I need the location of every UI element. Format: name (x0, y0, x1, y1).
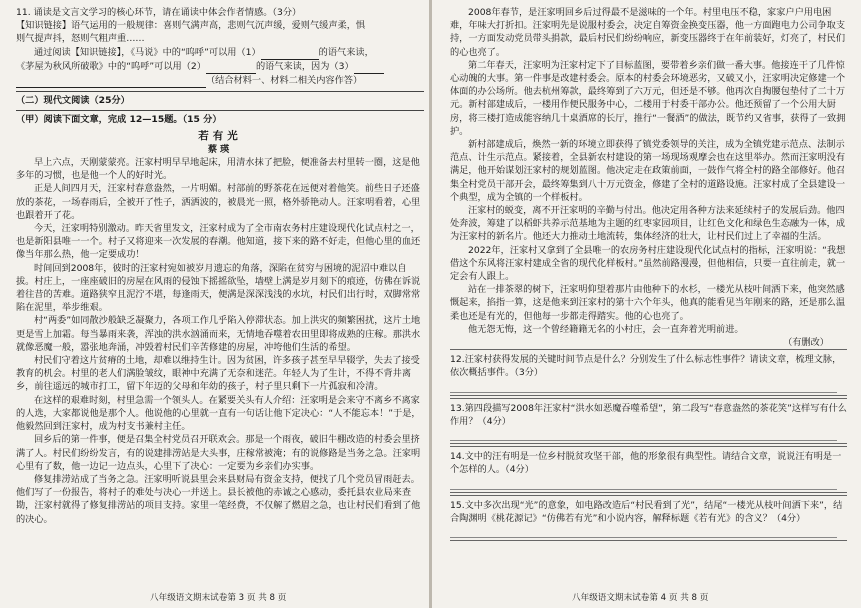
q11-line1: 11. 诵读是文言文学习的核心环节，请在诵读中体会作者情感。（3分） (16, 7, 302, 18)
q11-line5 (16, 60, 424, 74)
article-paragraph: 新村部建成后，焕然一新的环境立即获得了镇党委领导的关注，成为全镇党建示范点、法制示范点、计生示范点。紧接着，全县新农村建设的第一场现场观摩会也在这里举办。然而汪家明没有满足，他开始谋划汪家村的规划蓝图。他决定走在政策前面，一鼓作气将全村的路全部修好。他召集全村党员干部开会，最终筹集到八十万元资金，修建了全村的道路设施。汪家村成了全县建设一个典型，成为全镇的一个样板村。 (450, 139, 846, 203)
q11-blank-4[interactable] (16, 74, 206, 88)
q11-blank-2[interactable] (206, 60, 256, 74)
exam-page-left (0, 0, 430, 608)
divider (16, 110, 424, 111)
article-paragraph: 村民们守着这片贫瘠的土地，却难以维持生计。因为贫困，许多孩子甚至早早辍学，失去了接受教育的机会。村里的老人们满脸皱纹，眼神中充满了无奈和迷茫。年轻人为了生计，不得不背井离乡，前往遥远的城市打工，留下年迈的父母和年幼的孩子，村子里只剩下一片孤寂和冷清。 (16, 355, 420, 393)
article-paragraph: 回乡后的第一件事，便是召集全村党员召开联欢会。那是一个雨夜，破旧牛棚改造的村委会里挤满了人。村民们纷纷发言，有的说建排涝站是大头事，庄稼常被淹；有的说修路是当务之急。汪家明心里有了数，他一边记一边点头，心里下了决心：一定要为乡亲们办实事。 (16, 434, 421, 472)
question-14 (450, 446, 847, 492)
question-15-text: 15.文中多次出现“光”的意象，如电路改造后“村民看到了光”，结尾“一楼光从枝叶间洒下来”，结合陶渊明《桃花源记》“仿佛若有光”和小说内容，解释标题《若有光》的含义？（4分） (450, 499, 843, 524)
section-title: （二）现代文阅读（25分） (16, 95, 130, 107)
article-paragraph: 今天，汪家明特别激动。昨天省里发文，汪家村成为了全市南农务村庄建设现代化试点村之一，也是新阳县唯一一个。村子又将迎来一次发展的春潮。他知道，接下来的路不好走，但他心里的血还像当年那么热，他一定要成功！ (16, 223, 421, 261)
q11-blank-3[interactable] (354, 60, 384, 74)
article-paragraph: 早上六点，天刚蒙蒙亮。汪家村明早早地起床，用清水抹了把脸，便准备去村里转一圈，这是他多年的习惯，也是他一个人的好时光。 (16, 157, 420, 182)
q11-line5-a: 《茅屋为秋风所破歌》中的“呜呼”可以用（2） (16, 60, 206, 72)
answer-line[interactable] (450, 477, 837, 490)
article-paragraph: 他无怨无悔，这一个曾经籍籍无名的小村庄，会一直奔着光明前进。 (468, 323, 744, 335)
q11-line4-b: 的语气来读， (318, 46, 374, 58)
exam-page-right (432, 0, 861, 608)
divider (16, 91, 424, 92)
article-paragraph: 2008年春节，是汪家明回乡后过得最不是滋味的一个年。村里电压不稳，家家户户用电困难，年味大打折扣。汪家明先是说服村委会，决定自筹资金换变压器，他一方面跑电力公司争取支持，一方面发动党员带头捐款，最后村民们纷纷响应，新变压器终于在年前装好，灯亮了，村民们的心也亮了。 (450, 7, 846, 58)
answer-line[interactable] (450, 380, 837, 393)
q11-line3: 则气提声抖，怒则气粗声重…… (16, 33, 145, 45)
article-paragraph: 正是人间四月天，汪家村春意盎然，一片明媚。村部前的野茶花在远便对着他笑。前些日子还盛放的茶花，一场春雨后，全被开了性子，洒洒波的，被晨光一照，格外骄艳动人。汪家明看着，心里也跟着开了花。 (16, 183, 421, 221)
answer-line[interactable] (450, 428, 837, 441)
article-paragraph: 时间回到2008年，彼时的汪家村宛如被岁月遗忘的角落，深陷在贫穷与困境的泥沼中难以自拔。村庄上，一座座破旧的房屋在风雨的侵蚀下摇摇欲坠，墙壁上满是岁月刻下的痕迹，仿佛在诉说着往昔的苦难。道路狭窄且泥泞不堪，每逢雨天，便满是深深浅浅的水坑，村民们出行时，双脚常常陷在泥里，举步维艰。 (16, 262, 421, 314)
q11-line2: 【知识链接】语气运用的一般规律：喜则气满声高，悲则气沉声缓，爱则气缓声柔，惧 (16, 20, 366, 32)
question-14-text: 14.文中的汪有明是一位乡村脱贫攻坚干部，他的形象很有典型性。请结合文章，说说汪有明是一个怎样的人。（4分） (450, 451, 842, 476)
question-12 (450, 349, 847, 395)
article-paragraph: 在这样的艰难时刻，村里急需一个领头人。在紧要关头有人介绍：汪家明是会来守不离乡不离家的人选，大家都说他是那个人。他说他的心里就一直有一句话让他下定决心：“人不能忘本！”于是，他毅然回到汪家村，成为村支书兼村主任。 (16, 394, 421, 433)
question-15 (450, 495, 847, 541)
q11-line4 (16, 46, 424, 60)
article-body-right (450, 6, 847, 336)
article-paragraph: 站在一排茶翠的树下，汪家明仰望着那片由他种下的水杉，一楼光从枝叶间洒下来，他突然感慨起来，掐指一算，这是他来到汪家村的第十六个年头，他真的能看见当年刚来的路，还是那么温柔也还是有光的，但他每一步都走得踏实。他的心也亮了。 (450, 284, 846, 322)
article-paragraph: 修复排涝站成了当务之急。汪家明听说县里会来县财局有资金支持，便找了几个党员冒雨赶去。他们写了一份报告，将村子的难处与决心一并送上。县长被他的赤诚之心感动，委托县农业局来查勘，汪家村就得了修复排涝站的项目支持。家里一笔经费，不仅解了燃眉之急，也让村民们看到了他的决心。 (16, 473, 421, 525)
article-body-left (16, 156, 424, 526)
q11-line5-b: 的语气来读，因为（3） (255, 60, 354, 72)
page-footer-left: 八年级语文期末试卷第 3 页 共 8 页 (150, 593, 287, 603)
article-title: 若有光 (198, 129, 242, 142)
q11-line4-a: 通过阅读【知识链接】，《马说》中的“呜呼”可以用（1） (34, 46, 261, 58)
article-paragraph: 第二年春天，汪家明为汪家村定下了目标蓝图，要带着乡亲们做一番大事。他接连干了几件惊心动魄的大事。第一件事是改建村委会。原本的村委会环境恶劣，又破又小，汪家明决定修建一个体面的办公场所。他去杭州筹款，最终筹到了六万元，但还是不够。他再次自掏腰包垫付了二十万元。新村部建成后，一楼用作便民服务中心，二楼用于村委干部办公。他还预留了一个公用大厨房，将三楼打造成能容纳几十桌酒席的长厅，推行“一餐酒”的做法，既节约又省事，获得了一致拥护。 (450, 59, 846, 137)
article-paragraph: 汪家村的蜕变，离不开汪家明的辛勤与付出。他决定用各种方法来延续村子的发展后劲。他四处奔波，筹建了以稻虾共养示范基地为主题的红枣家园项目，让红色文化和绿色生态融为一体，成为汪家村的新名片。他还大力推动土地流转，集体经济的壮大，让村民们过上了幸福的生活。 (450, 205, 846, 243)
q11-line6 (16, 74, 424, 88)
reading-title: （甲）阅读下面文章，完成 12—15题。（15 分） (16, 114, 222, 126)
question-13 (450, 398, 847, 444)
q11-blank-1[interactable] (261, 46, 319, 60)
article-paragraph: 村“两委”如同散沙般缺乏凝聚力，各项工作几乎陷入停滞状态。加上洪灾的频繁困扰，这片土地更是雪上加霜。每当暴雨来袭，浑浊的洪水汹涌而来，无情地吞噬着农田里即将成熟的庄稼。那洪水就像恶魔一般，嚣张地奔涌，冲毁着村民们辛苦修建的房屋，冲垮他们生活的希望。 (16, 315, 421, 353)
article-paragraph: 2022年，汪家村又拿到了全县唯一的农房务村庄建设现代化试点村的指标，汪家明说：“我想借这个东风将汪家村建成全省的现代化样板村。”虽然前路漫漫，但他相信，只要一直往前走，就一定会有人跟上。 (450, 244, 846, 283)
question-12-text: 12.汪家村获得发展的关键时间节点是什么？分别发生了什么标志性事件？请读文章，梳理文脉，依次概括事件。（3分） (450, 354, 842, 379)
question-13-text: 13.第四段描写2008年汪家村“洪水如恶魔吞噬希望”，第二段写“春意盎然的茶花笑”这样写有什么作用？（4分） (450, 402, 847, 427)
article-author: 蔡瑛 (207, 143, 233, 155)
answer-line[interactable] (450, 525, 837, 538)
source-note: （有删改） (783, 337, 829, 349)
page-footer-right: 八年级语文期末试卷第 4 页 共 8 页 (572, 593, 709, 603)
q11-line6-text: （结合材料一、材料二相关内容作答） (206, 75, 363, 87)
